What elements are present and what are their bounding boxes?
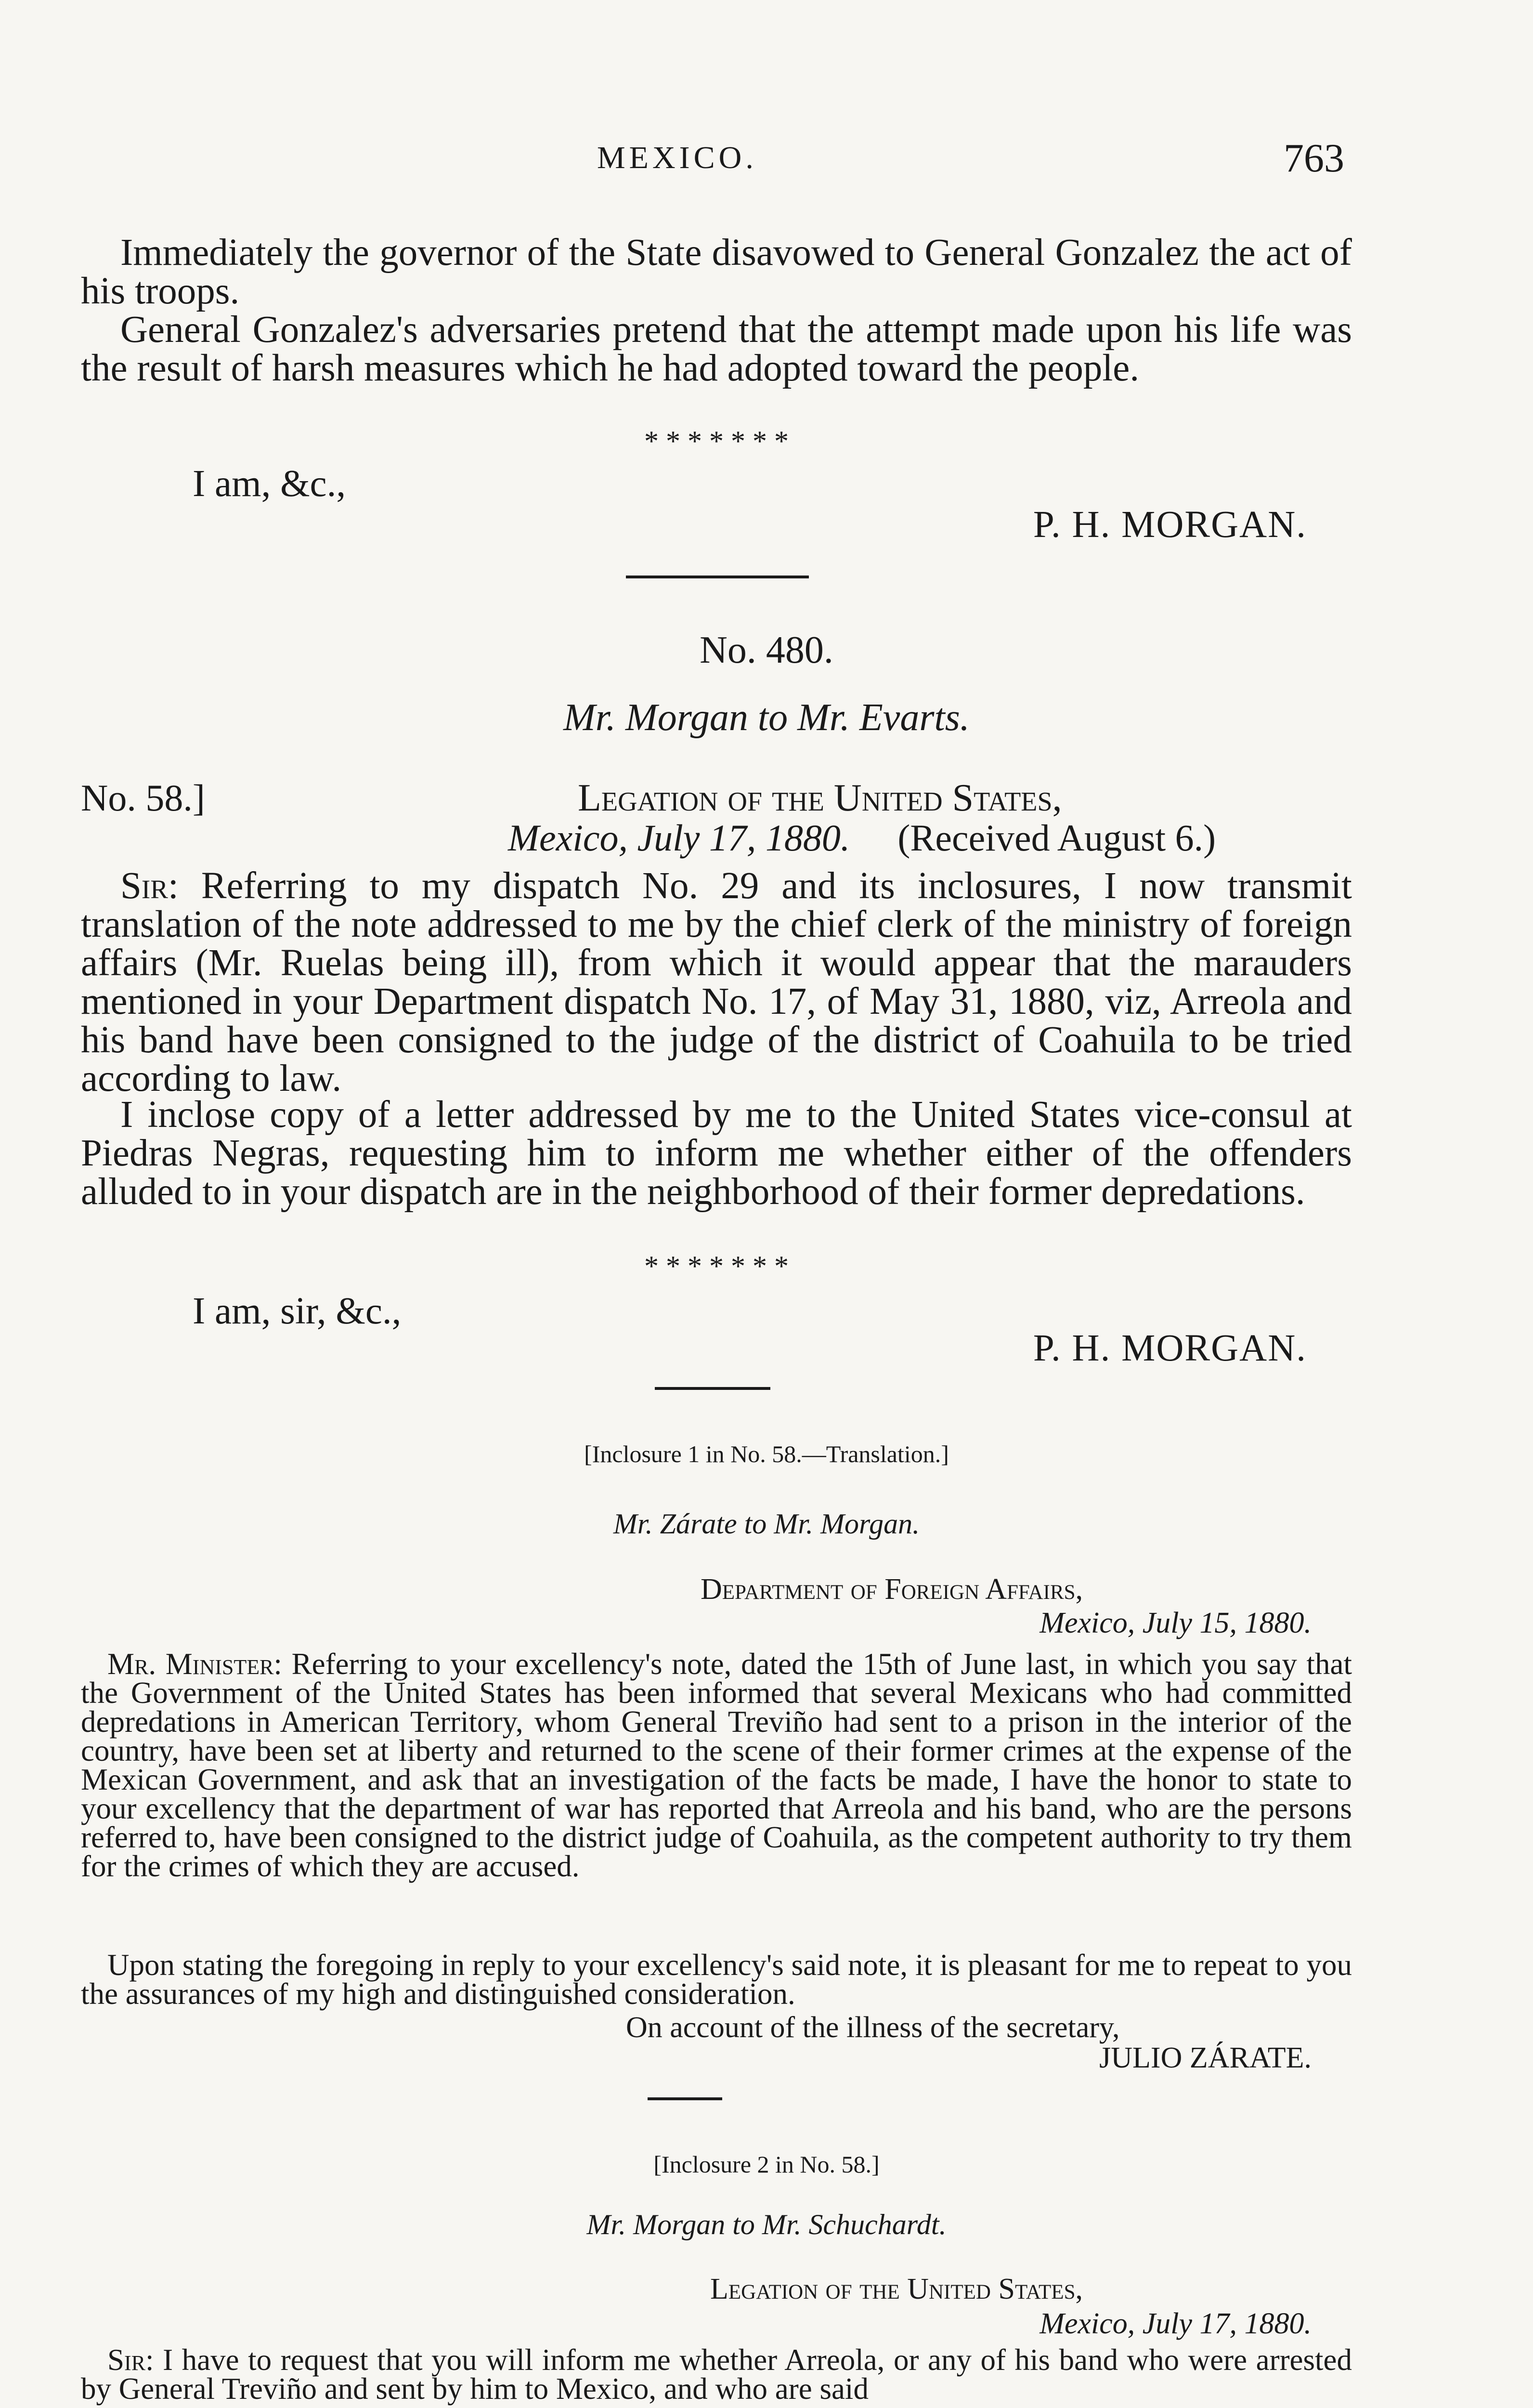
inclosure-title: Mr. Zárate to Mr. Morgan. <box>613 1508 920 1540</box>
signature: JULIO ZÁRATE. <box>1099 2042 1312 2074</box>
inclosure1-paragraph-2: Upon stating the foregoing in reply to your excellency's said note, it is pleasant for me to repeat to you the assurances of my high and distinguished consideration. <box>81 1948 1352 2011</box>
dateline <box>508 816 1216 860</box>
signature: P. H. MORGAN. <box>1033 504 1307 546</box>
sender-address: Legation of the United States, <box>710 2273 1083 2305</box>
signature: P. H. MORGAN. <box>1033 1327 1307 1369</box>
sender-address: Legation of the United States, <box>578 777 1062 819</box>
inclosure2-paragraph-1: Sir: I have to request that you will inform me whether Arreola, or any of his band who were arrested by General Treviño and sent by him to Mexico, and who are said <box>81 2343 1352 2406</box>
doc480-paragraph-1: Sir: Referring to my dispatch No. 29 and its inclosures, I now transmit translation of the note addressed to me by the chief clerk of the ministry of foreign affairs (Mr. Ruelas being ill), from which it would appear that the marauders mentioned in your Department dispatch No. 17, of May 31, 1880, viz, Arreola and his band have been consigned to the judge of the district of Coahuila to be tried according to law. <box>81 865 1352 1099</box>
on-account-line: On account of the illness of the secretary, <box>626 2011 1120 2044</box>
closing: I am, sir, &c., <box>193 1290 402 1332</box>
received-date: (Received August 6.) <box>897 817 1216 859</box>
place-date: Mexico, July 17, 1880. <box>508 817 850 859</box>
salutation: Mr. Minister: <box>107 1647 282 1681</box>
page-number: 763 <box>1284 136 1344 181</box>
salutation: Sir: <box>107 2343 154 2377</box>
salutation: Sir: <box>120 865 179 907</box>
closing: I am, &c., <box>193 463 346 505</box>
section-divider <box>648 2097 722 2100</box>
inclosure-title: Mr. Morgan to Mr. Schuchardt. <box>586 2209 947 2240</box>
doc480-paragraph-2: I inclose copy of a letter addressed by me to the United States vice-consul at Piedras Negras, requesting him to inform me whether either of the offenders alluded to in your dispatch are in the neighborhood of their former depredations. <box>81 1094 1352 1213</box>
prev-letter-paragraph-1: Immediately the governor of the State disavowed to General Gonzalez the act of his troops. <box>81 232 1352 312</box>
prev-letter-paragraph-2: General Gonzalez's adversaries pretend that the attempt made upon his life was the result of harsh measures which he had adopted toward the people. <box>81 309 1352 389</box>
ellipsis-stars: * * * * * * * <box>644 1250 789 1282</box>
place-date: Mexico, July 17, 1880. <box>1039 2307 1312 2340</box>
ellipsis-stars: * * * * * * * <box>644 425 789 457</box>
document-number: No. 480. <box>700 629 833 671</box>
place-date: Mexico, July 15, 1880. <box>1039 1607 1312 1639</box>
section-divider <box>655 1387 770 1390</box>
sender-address: Department of Foreign Affairs, <box>701 1573 1083 1606</box>
inclosure1-paragraph-1: Mr. Minister: Referring to your excellency's note, dated the 15th of June last, in which you say that the Government of the United States has been informed that several Mexicans who had committed depredations in American Territory, whom General Treviño had sent to a prison in the interior of the country, have been set at liberty and returned to the scene of their former crimes at the expense of the Mexican Government, and ask that an investigation of the facts be made, I have the honor to state to your excellency that the department of war has reported that Arreola and his band, who are the persons referred to, have been consigned to the district judge of Coahuila, as the competent authority to try them for the crimes of which they are accused. <box>81 1647 1352 1883</box>
running-title: MEXICO. <box>597 140 757 175</box>
inclosure-label: [Inclosure 1 in No. 58.—Translation.] <box>584 1440 949 1467</box>
section-divider <box>626 576 809 578</box>
inclosure-label: [Inclosure 2 in No. 58.] <box>653 2151 880 2178</box>
document-title: Mr. Morgan to Mr. Evarts. <box>563 696 970 739</box>
dispatch-number: No. 58.] <box>81 777 205 819</box>
